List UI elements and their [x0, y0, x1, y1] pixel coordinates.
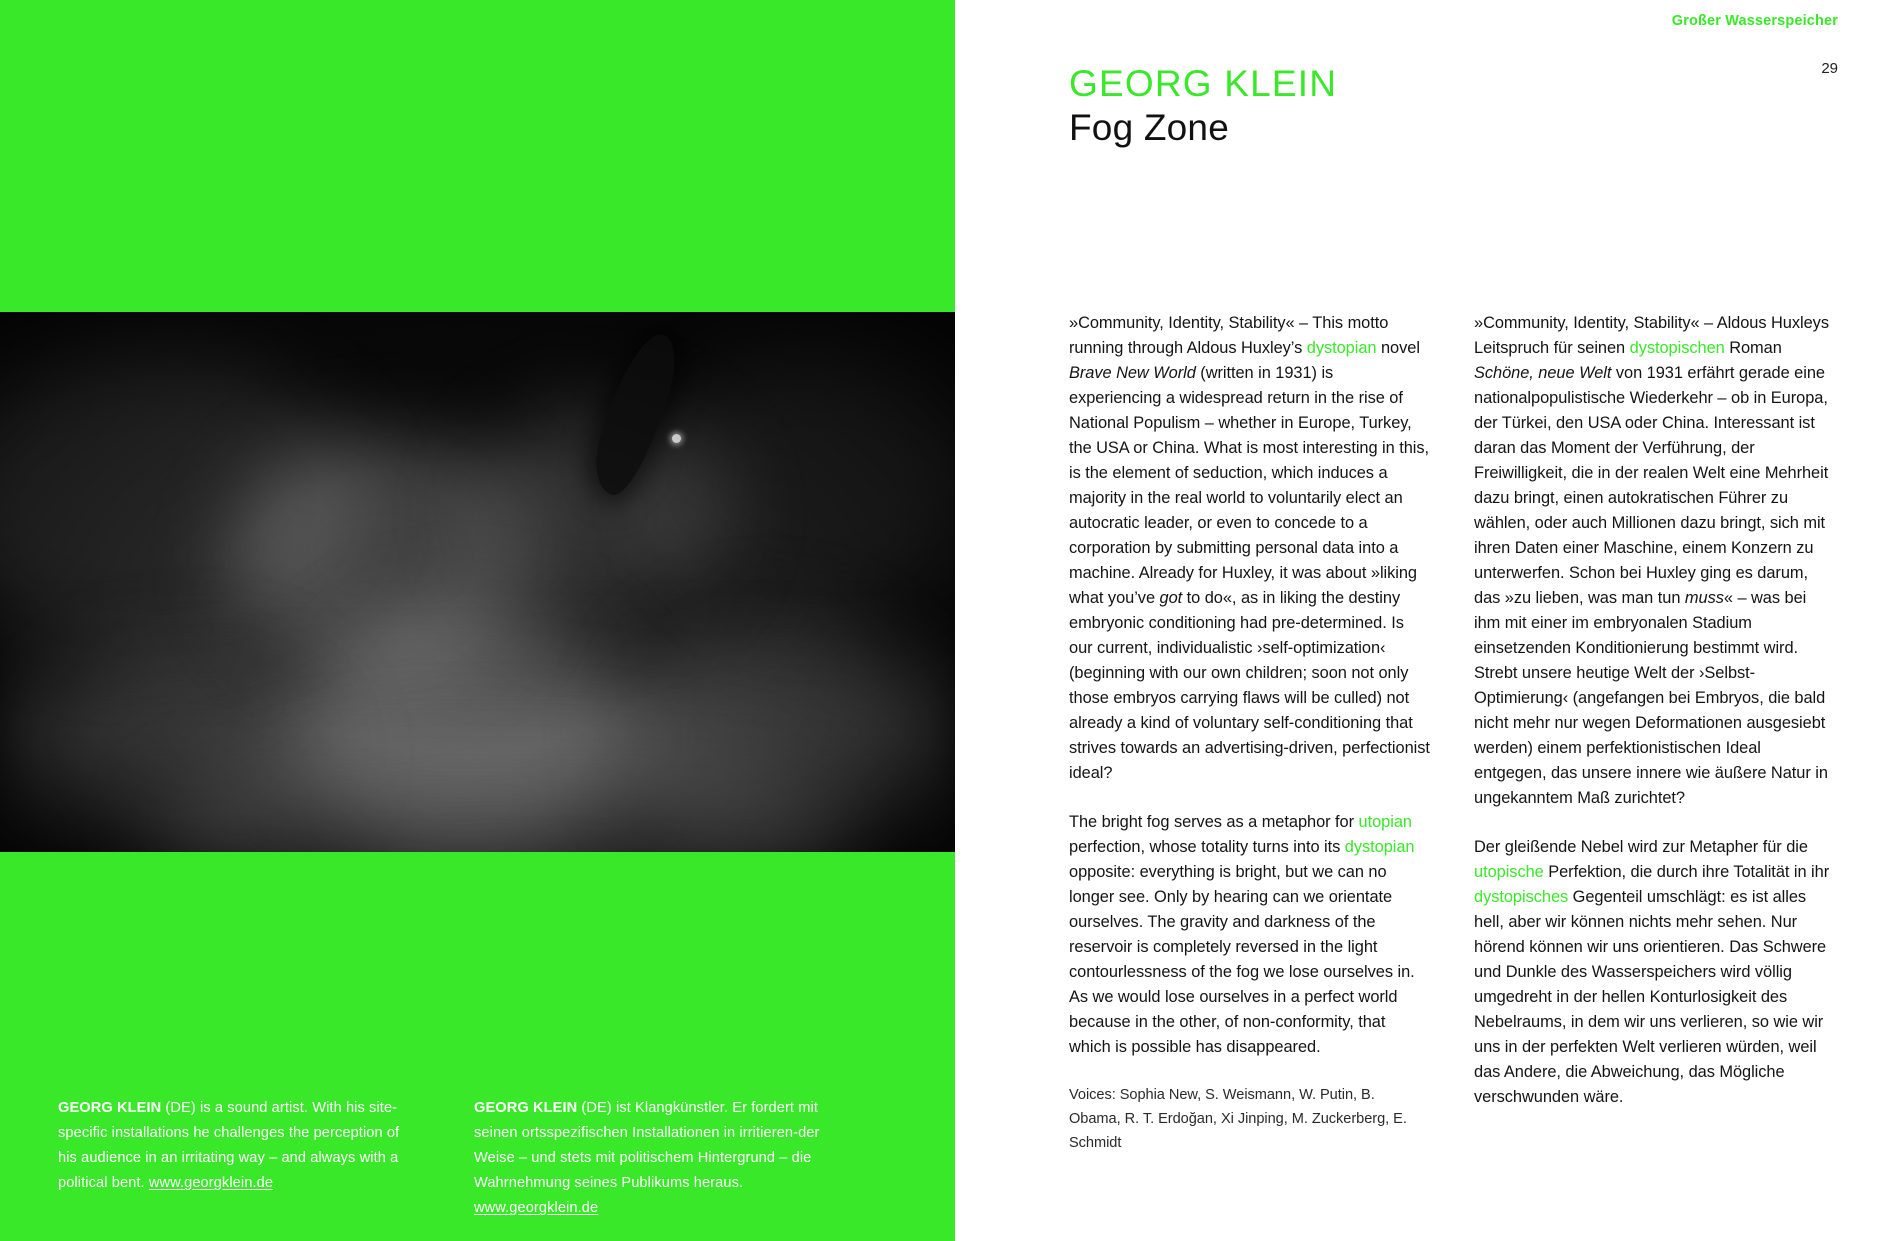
paragraph-de-1 [1474, 311, 1835, 811]
biography-block [58, 1096, 898, 1221]
photo-vignette [0, 312, 955, 852]
page-number: 29 [1821, 60, 1838, 77]
text-run: (written in 1931) is experiencing a widespread return in the rise of National Populism – whether in Europe, Turkey, the USA or China. What is most interesting in this, is the element of seduction, which induces a majority in the real world to voluntarily elect an autocratic leader, or even to concede to a corporation by submitting personal data into a machine. Already for Huxley, it was about »liking what you’ve [1069, 364, 1430, 608]
text-columns [1069, 311, 1835, 1155]
italic-book-title: Brave New World [1069, 364, 1196, 383]
highlight-utopian: utopian [1358, 813, 1412, 832]
bio-name-de: GEORG KLEIN [474, 1100, 578, 1116]
title-block [1069, 63, 1337, 150]
italic-emphasis: got [1159, 589, 1183, 608]
fog-zone-photo [0, 312, 955, 852]
biography-english [58, 1096, 418, 1221]
author-name: GEORG KLEIN [1069, 63, 1338, 104]
text-run: opposite: everything is bright, but we can no longer see. Only by hearing can we orientate ourselves. The gravity and darkness of the reservoir is completely reversed in the light contourlessness of the fog we lose ourselves in. As we would lose ourselves in a perfect world because in the other, of non-conformity, that which is possible has disappeared. [1069, 863, 1415, 1057]
highlight-utopische: utopische [1474, 863, 1544, 882]
italic-emphasis: muss [1684, 589, 1724, 608]
highlight-dystopisches: dystopisches [1474, 888, 1569, 907]
text-run: The bright fog serves as a metaphor for [1069, 813, 1359, 832]
text-run: »Community, Identity, Stability« – This motto running through Aldous Huxley’s [1069, 314, 1389, 358]
biography-german [474, 1096, 834, 1221]
column-german [1474, 311, 1835, 1155]
paragraph-en-1 [1069, 311, 1430, 786]
running-head: Großer Wasserspeicher [1671, 13, 1838, 29]
text-run: von 1931 erfährt gerade eine nationalpopulistische Wiederkehr – ob in Europa, der Türkei, den USA oder China. Interessant ist daran das Moment der Verführung, der Freiwilligkeit, die in der realen Welt eine Mehrheit dazu bringt, einen autokratischen Führer zu wählen, oder auch Millionen dazu bringt, sich mit ihren Daten einer Maschine, einem Konzern zu unterwerfen. Schon bei Huxley ging es darum, das »zu lieben, was man tun [1474, 364, 1829, 608]
paragraph-de-2 [1474, 835, 1835, 1110]
bio-text-de: ist Klangkünstler. Er fordert mit seinen ortsspezifischen Installationen in irritieren-der Weise – und stets mit politischem Hintergrund – die Wahrnehmung seines Publikums heraus. [474, 1100, 820, 1192]
page-title: Fog Zone [1069, 107, 1229, 149]
paragraph-en-2 [1069, 810, 1430, 1060]
right-page [955, 0, 1890, 1241]
bio-country-en: (DE) [165, 1100, 196, 1116]
bio-name-en: GEORG KLEIN [58, 1100, 162, 1116]
text-run: « – was bei ihm mit einer im embryonalen Stadium einsetzenden Konditionierung bestimmt wird. Strebt unsere heutige Welt der ›Selbst-Optimierung‹ (angefangen bei Embryos, die bald nicht mehr nur wegen Deformationen ausgesiebt werden) einem perfektionistischen Ideal entgegen, das unsere innere wie äußere Natur in ungekanntem Maß zurichtet? [1474, 589, 1828, 808]
text-run: to do«, as in liking the destiny embryonic conditioning had pre-determined. Is our current, individualistic ›self-optimization‹ (beginning with our own children; soon not only those embryos carrying flaws will be culled) not already a kind of voluntary self-conditioning that strives towards an advertising-driven, perfectionist ideal? [1069, 589, 1430, 783]
text-run: novel [1376, 339, 1420, 358]
highlight-dystopischen: dystopischen [1629, 339, 1725, 358]
column-english [1069, 311, 1430, 1155]
text-run: Perfektion, die durch ihre Totalität in ihr [1543, 863, 1830, 882]
bio-link-en[interactable]: www.georgklein.de [148, 1175, 274, 1192]
bio-text-en: is a sound artist. With his site-specific installations he challenges the perception of his audience in an irritating way – and always with a political bent. [58, 1100, 400, 1192]
voices-credit: Voices: Sophia New, S. Weismann, W. Putin, B. Obama, R. T. Erdoğan, Xi Jinping, M. Zuckerberg, E. Schmidt [1069, 1087, 1407, 1151]
highlight-dystopian: dystopian [1306, 339, 1377, 358]
highlight-dystopian: dystopian [1344, 838, 1415, 857]
italic-book-title: Schöne, neue Welt [1474, 364, 1612, 383]
text-run: Roman [1724, 339, 1782, 358]
bio-link-de[interactable]: www.georgklein.de [474, 1200, 599, 1217]
bio-country-de: (DE) [581, 1100, 612, 1116]
text-run: Gegenteil umschlägt: es ist alles hell, aber wir können nichts mehr sehen. Nur hörend können wir uns orientieren. Das Schwere und Dunkle des Wasserspeichers wird völlig umgedreht in der hellen Konturlosigkeit des Nebelraums, in dem wir uns verlieren, so wie wir uns in der perfekten Welt verlieren würden, weil das Andere, die Abweichung, das Mögliche verschwunden wäre. [1474, 888, 1827, 1107]
text-run: Der gleißende Nebel wird zur Metapher für die [1474, 838, 1808, 857]
text-run: »Community, Identity, Stability« – Aldous Huxleys Leitspruch für seinen [1474, 314, 1829, 358]
text-run: perfection, whose totality turns into its [1069, 838, 1345, 857]
